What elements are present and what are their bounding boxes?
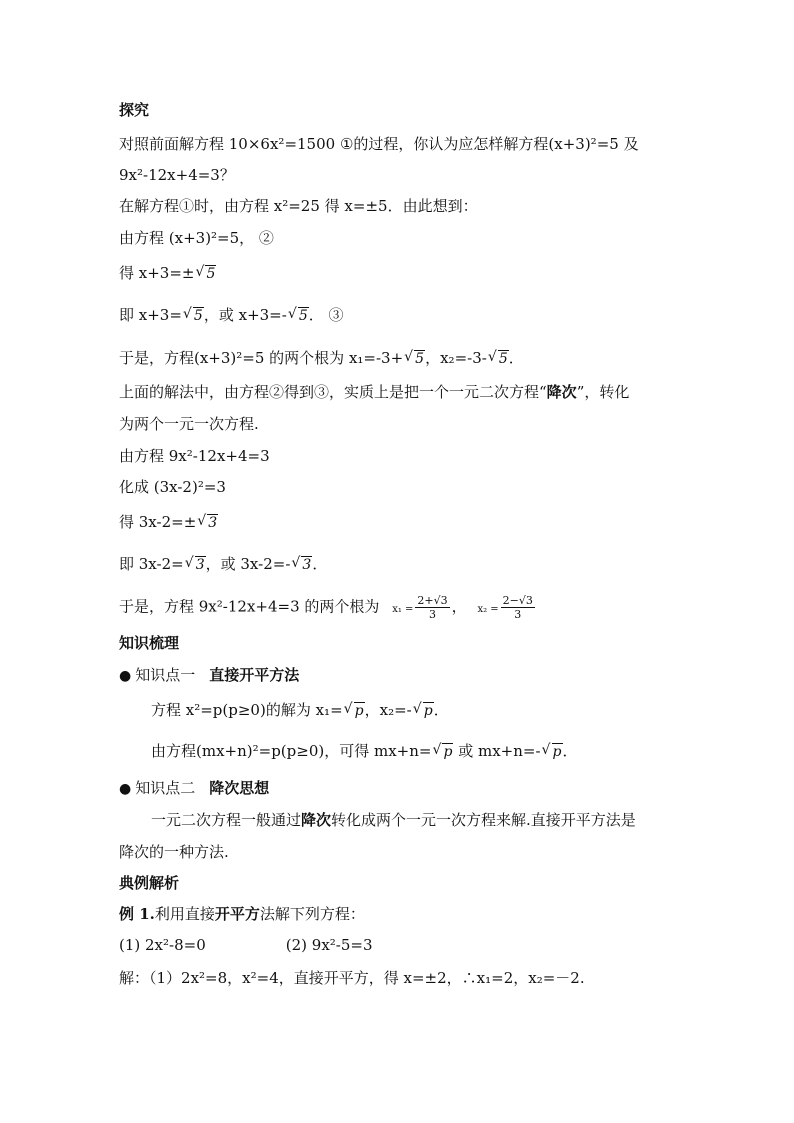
sqrt-5: √ 5 xyxy=(289,305,309,326)
example-1-question-1: (1) 2x²-8=0 xyxy=(119,936,206,954)
sqrt-3: √ 3 xyxy=(198,512,218,533)
line8-bold: 降次 xyxy=(546,383,577,401)
point1-line2-prefix: 由方程(mx+n)²=p(p≥0)，可得 mx+n= xyxy=(151,742,432,760)
point2-line-2: 降次的一种方法. xyxy=(119,843,229,861)
point1-line2-suffix: ． xyxy=(562,742,578,760)
example-1-text-a: 利用直接 xyxy=(154,905,215,923)
line14-text: 于是，方程 9x²-12x+4=3 的两个根为 xyxy=(119,597,380,616)
root-separator: ， xyxy=(451,597,467,616)
line13-prefix: 即 3x-2= xyxy=(119,555,184,573)
sqrt-3: √ 3 xyxy=(186,554,206,575)
bullet-icon: ● xyxy=(119,668,132,684)
explore-line-8 xyxy=(119,382,629,402)
point2-line1-a: 一元二次方程一般通过 xyxy=(151,811,302,829)
example-1-questions xyxy=(119,935,373,955)
explore-line-10: 由方程 9x²-12x+4=3 xyxy=(119,447,270,465)
point2-line1-bold: 降次 xyxy=(301,811,332,829)
point2-line1-b: 转化成两个一元一次方程来解.直接开平方法是 xyxy=(331,811,636,829)
line12-text: 得 3x-2=± xyxy=(119,513,197,531)
sqrt-p: √ p xyxy=(345,700,365,721)
example-1-text-b: 法解下列方程： xyxy=(259,905,365,923)
sqrt-p: √ p xyxy=(433,741,453,762)
example-1-prompt xyxy=(119,904,365,924)
root1-fraction xyxy=(415,594,449,621)
sqrt-p: √ p xyxy=(414,700,434,721)
example-1-question-2: (2) 9x²-5=3 xyxy=(285,936,373,954)
line7-suffix: ． xyxy=(508,349,524,367)
point2-line-1 xyxy=(151,810,636,830)
section-heading-knowledge: 知识梳理 xyxy=(119,634,180,652)
line13-suffix: ． xyxy=(312,555,328,573)
sqrt-5: √ 5 xyxy=(184,305,204,326)
point2-label: 知识点二 xyxy=(135,779,196,797)
explore-line-3: 在解方程①时，由方程 x²=25 得 x=±5．由此想到： xyxy=(119,197,478,215)
point1-line-1 xyxy=(151,700,449,721)
line8-text-a: 上面的解法中，由方程②得到③，实质上是把一个一元二次方程“ xyxy=(119,383,547,401)
line6-prefix: 即 x+3= xyxy=(119,306,182,324)
point1-label: 知识点一 xyxy=(135,666,196,684)
point1-title: 直接开平方法 xyxy=(209,666,300,684)
explore-line-2: 9x²-12x+4=3？ xyxy=(119,166,235,184)
point1-line1-suffix: ． xyxy=(433,701,449,719)
line7-mid: ，x₂=-3- xyxy=(425,349,487,367)
root2-label: x₂ = xyxy=(477,603,499,615)
knowledge-point-2 xyxy=(119,778,269,799)
explore-line-1: 对照前面解方程 10×6x²=1500 ①的过程，你认为应怎样解方程(x+3)²=5 及 xyxy=(119,135,639,153)
root2-fraction xyxy=(501,594,535,621)
root1-denominator: 3 xyxy=(429,608,437,621)
example-1-number: 例 1. xyxy=(119,905,155,923)
section-heading-examples: 典例解析 xyxy=(119,874,180,892)
line8-text-b: ”，转化 xyxy=(576,383,630,401)
point1-line2-mid: 或 mx+n=- xyxy=(453,742,541,760)
sqrt-5: √ 5 xyxy=(196,263,216,284)
explore-line-7 xyxy=(119,348,524,369)
section-heading-explore: 探究 xyxy=(119,101,150,119)
line13-mid: ，或 3x-2=- xyxy=(205,555,291,573)
sqrt-5: √ 5 xyxy=(489,348,509,369)
explore-line-4: 由方程 (x+3)²=5， ② xyxy=(119,229,274,247)
point2-title: 降次思想 xyxy=(209,779,270,797)
explore-line-9: 为两个一元一次方程. xyxy=(119,415,259,433)
sqrt-3: √ 3 xyxy=(292,554,312,575)
explore-line-14 xyxy=(119,594,537,621)
point1-line-2 xyxy=(151,741,578,762)
root1-label: x₁ = xyxy=(392,603,414,615)
point1-line1-prefix: 方程 x²=p(p≥0)的解为 x₁= xyxy=(151,701,343,719)
explore-line-11: 化成 (3x-2)²=3 xyxy=(119,478,226,496)
example-1-bold: 开平方 xyxy=(214,905,260,923)
line7-prefix: 于是，方程(x+3)²=5 的两个根为 x₁=-3+ xyxy=(119,349,404,367)
root1-numerator: 2+√3 xyxy=(417,594,448,607)
line6-mid: ，或 x+3=- xyxy=(203,306,287,324)
sqrt-5: √ 5 xyxy=(405,348,425,369)
root2-denominator: 3 xyxy=(514,608,522,621)
bullet-icon: ● xyxy=(119,781,132,797)
point1-line1-mid: ，x₂=- xyxy=(364,701,412,719)
knowledge-point-1 xyxy=(119,665,299,686)
explore-line-6 xyxy=(119,305,344,326)
explore-line-13 xyxy=(119,554,327,575)
explore-line-12 xyxy=(119,512,218,533)
root2-numerator: 2−√3 xyxy=(502,594,533,607)
line5-text: 得 x+3=± xyxy=(119,264,195,282)
example-1-solution: 解：（1）2x²=8，x²=4，直接开平方，得 x=±2，∴x₁=2，x₂=－2. xyxy=(119,969,585,987)
explore-line-5 xyxy=(119,263,216,284)
line6-suffix: ． ③ xyxy=(308,306,344,324)
sqrt-p: √ p xyxy=(543,741,563,762)
